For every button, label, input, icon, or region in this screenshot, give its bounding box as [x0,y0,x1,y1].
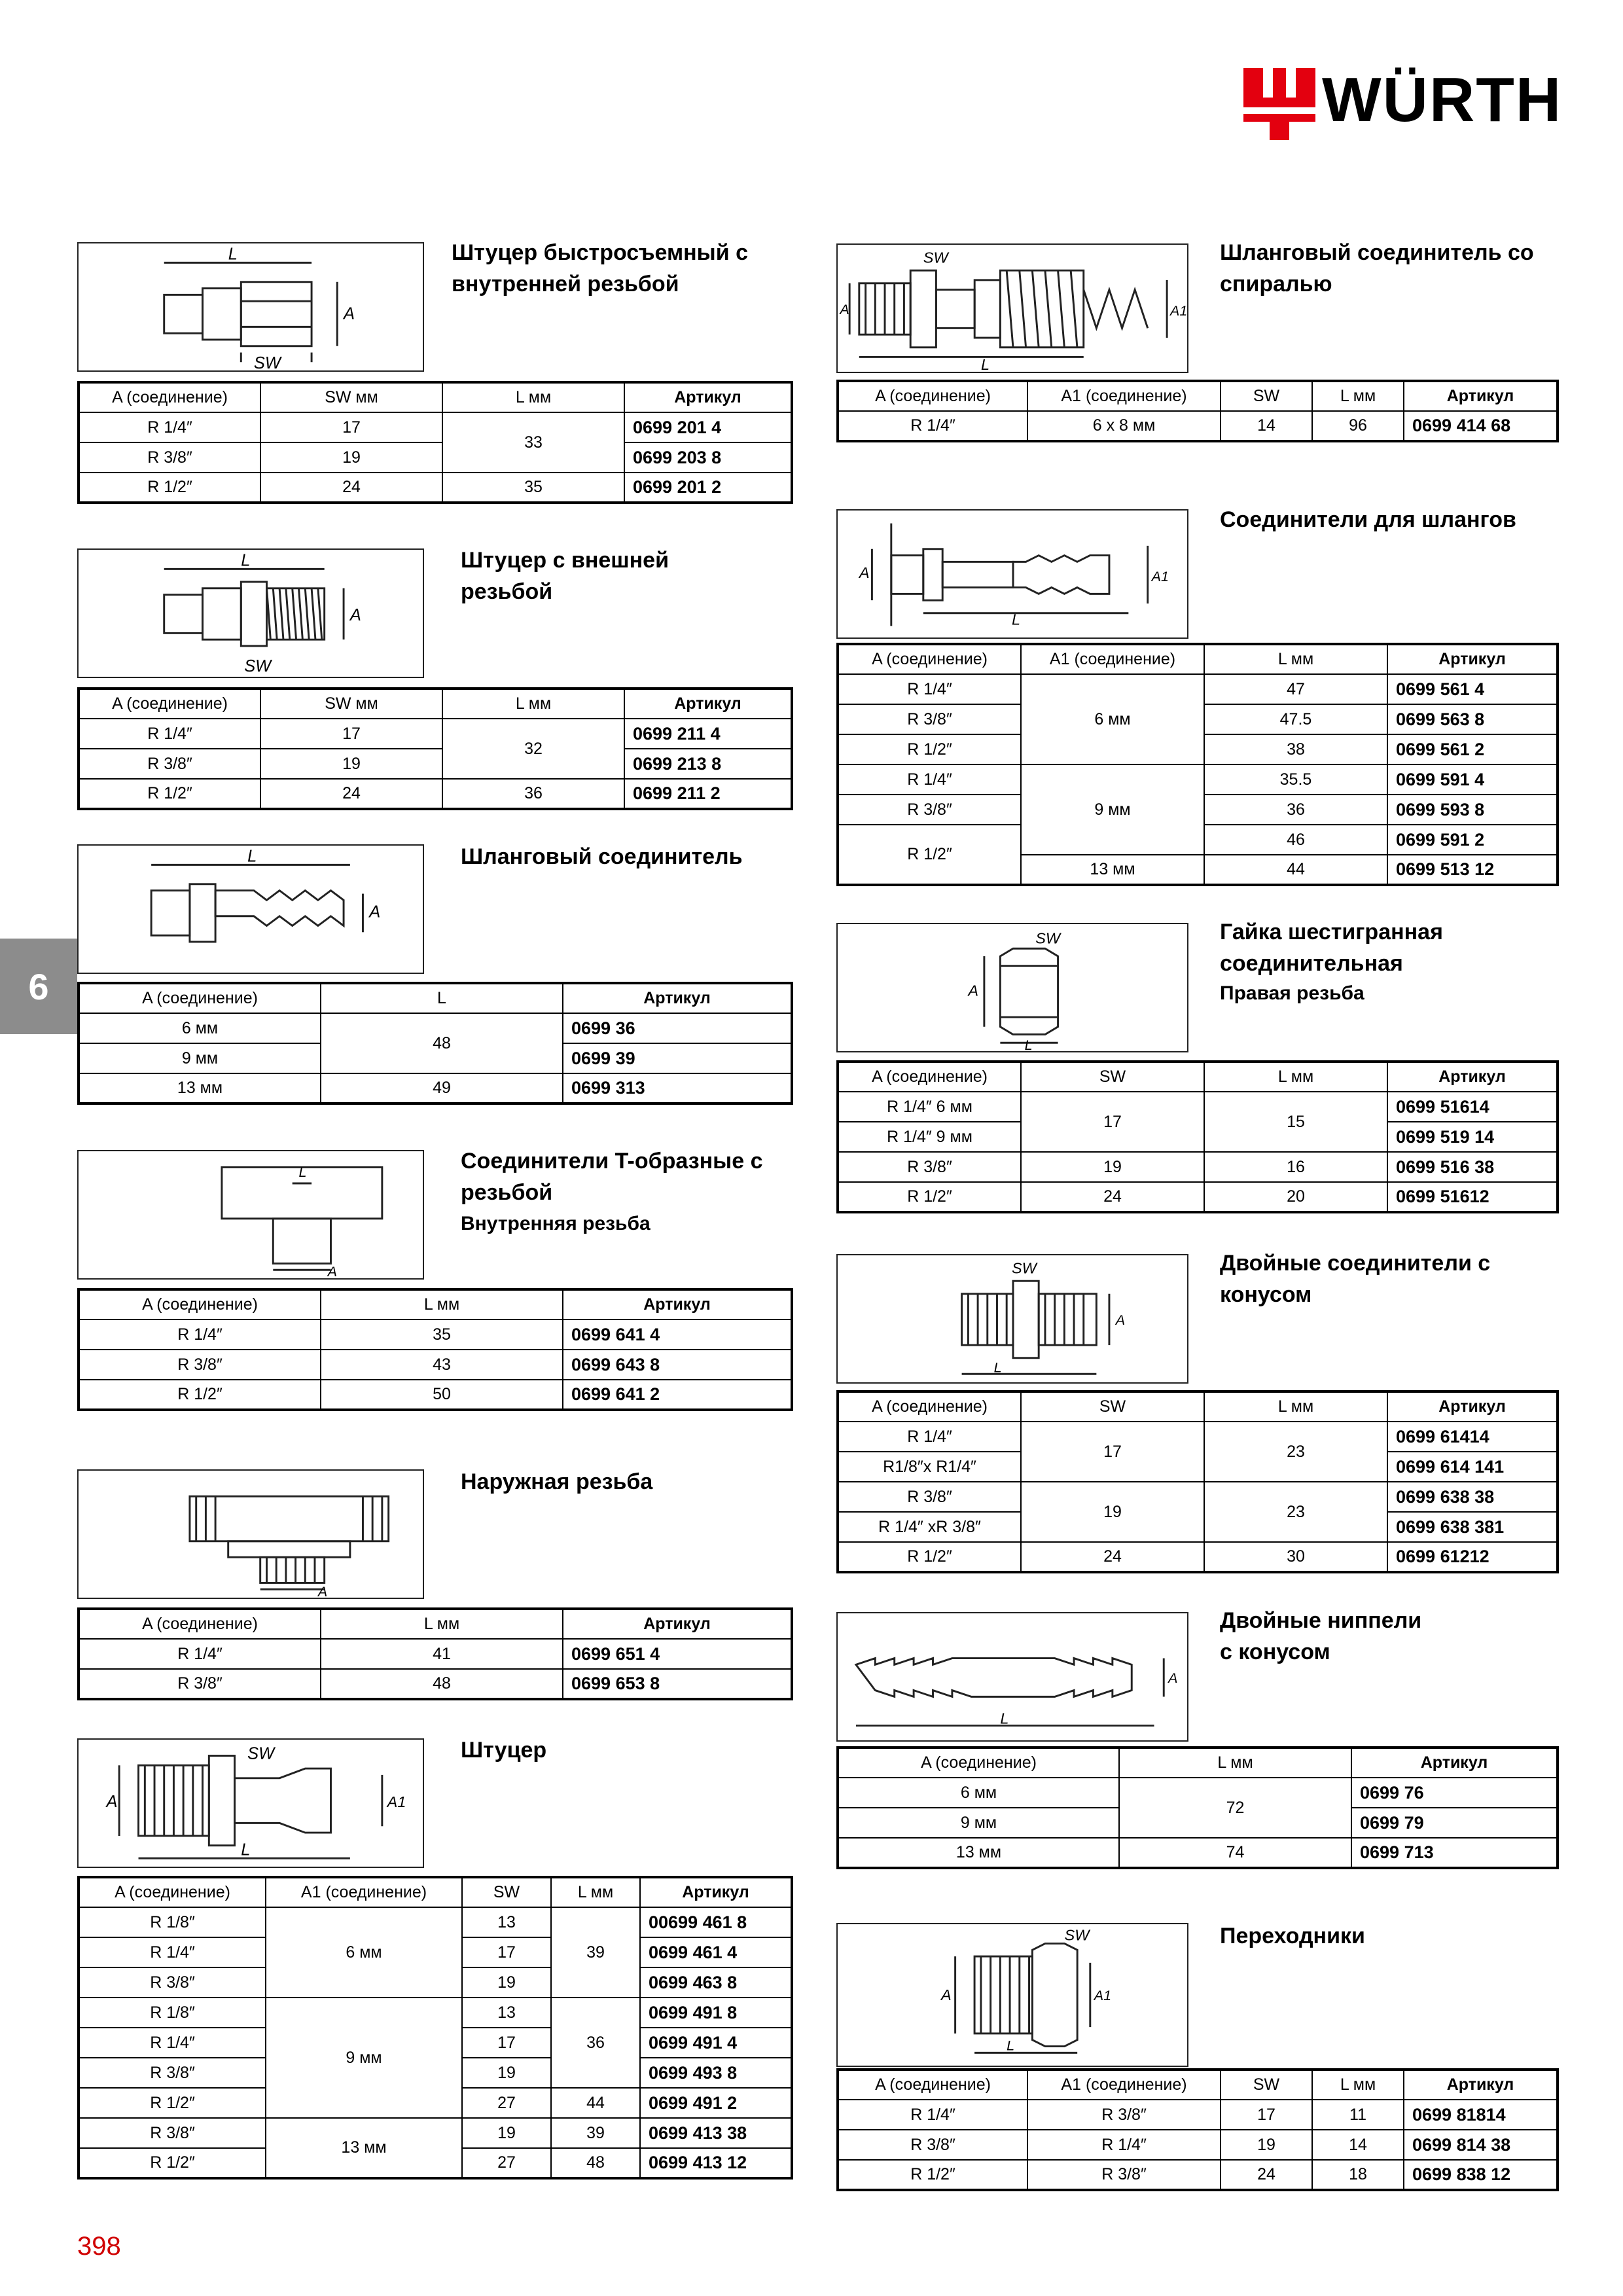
svg-text:A: A [327,1263,337,1278]
col-header: L мм [321,1609,563,1639]
svg-text:SW: SW [1035,929,1061,947]
svg-text:L: L [1024,1037,1033,1051]
col-header: A (соединение) [838,2070,1027,2100]
table-row: R 1/2″ R 3/8″ 24 18 0699 838 12 [838,2160,1558,2190]
svg-text:L: L [298,1164,307,1181]
page-number: 398 [77,2232,121,2261]
table-row: R 3/8″ 43 0699 643 8 [79,1350,792,1380]
table-row: R 1/4″ 6 мм 17 15 0699 51614 [838,1092,1558,1122]
svg-text:A1: A1 [1170,302,1187,319]
svg-text:A: A [941,1986,952,2003]
figure-tee-female [77,1150,424,1280]
col-header: L мм [551,1877,640,1907]
double-nipple-drawing-icon [838,1613,1187,1740]
coupler-drawing-icon [79,243,423,370]
col-header: L мм [1312,2070,1404,2100]
col-header: L мм [321,1289,563,1319]
svg-text:SW: SW [244,657,272,676]
table-row: R 1/2″ 24 36 0699 211 2 [79,779,792,809]
spec-table [77,1607,793,1700]
title-line: с конусом [1220,1640,1330,1664]
col-header: L мм [442,382,624,412]
col-header: A (соединение) [838,381,1027,411]
spec-table [836,380,1559,442]
spiral-coupler-drawing-icon [838,245,1187,372]
col-header: A (соединение) [79,689,260,719]
svg-text:L: L [247,847,257,866]
col-header: L мм [1204,1391,1387,1422]
table-row: R 1/2″ 24 35 0699 201 2 [79,473,792,503]
col-header: SW мм [260,689,442,719]
col-header: A (соединение) [79,983,321,1013]
product-title [461,545,669,607]
svg-text:A1: A1 [1151,567,1169,584]
col-header: Артикул [624,382,792,412]
col-header: A (соединение) [838,1748,1119,1778]
figure-spiral-hose-coupler [836,243,1188,373]
col-header: Артикул [624,689,792,719]
table-row: R 1/4″ 9 мм 0699 519 14 [838,1122,1558,1152]
table-row: 13 мм 74 0699 713 [838,1838,1558,1868]
col-header: A1 (соединение) [1021,644,1204,674]
title-line: резьбой [461,579,553,604]
col-header: A (соединение) [838,644,1021,674]
svg-text:A1: A1 [1094,1986,1112,2003]
product-title [1220,1920,1365,1952]
table-row: R 1/4″ 9 мм 35.5 0699 591 4 [838,764,1558,795]
table-row: 6 мм 48 0699 36 [79,1013,792,1043]
svg-text:L: L [1000,1710,1009,1727]
product-title [461,1734,546,1766]
col-header: SW [1021,1062,1204,1092]
svg-text:L: L [1012,611,1021,628]
wurth-logo-icon [1243,68,1315,140]
col-header: Артикул [640,1877,792,1907]
table-row: R 1/4″ 17 33 0699 201 4 [79,412,792,442]
title-line: Переходники [1220,1924,1365,1948]
col-header: A (соединение) [79,1609,321,1639]
col-header: L [321,983,563,1013]
brand-logo [1243,65,1564,144]
svg-text:SW: SW [247,1744,275,1763]
svg-text:A: A [317,1583,328,1598]
table-row: R 1/4″ 35 0699 641 4 [79,1319,792,1350]
table-row: R 1/4″ R 3/8″ 17 11 0699 81814 [838,2100,1558,2130]
svg-text:A: A [859,564,870,581]
spec-table [77,381,793,504]
product-title [452,237,748,300]
table-row: R 3/8″ 36 0699 593 8 [838,795,1558,825]
col-header: Артикул [563,983,792,1013]
col-header: A (соединение) [838,1391,1021,1422]
table-row: R 1/4″ 17 32 0699 211 4 [79,719,792,749]
col-header: A1 (соединение) [1027,381,1221,411]
svg-text:A: A [1168,1669,1178,1686]
product-title [1220,237,1534,300]
coupler-drawing-icon [79,846,423,973]
table-row: R 3/8″ 19 0699 493 8 [79,2058,792,2088]
svg-text:A: A [344,304,355,323]
svg-text:SW: SW [253,354,281,370]
col-header: A (соединение) [79,1289,321,1319]
svg-text:A: A [106,1792,118,1811]
table-row: R 3/8″ 19 16 0699 516 38 [838,1152,1558,1182]
product-title [1220,1247,1490,1310]
title-line: конусом [1220,1282,1312,1307]
table-row: 9 мм 0699 79 [838,1808,1558,1838]
double-connector-drawing-icon [838,1255,1187,1382]
table-row: 13 мм 44 0699 513 12 [838,855,1558,885]
col-header: Артикул [1404,381,1558,411]
table-row: R 3/8″ 13 мм 19 39 0699 413 38 [79,2118,792,2148]
hose-connector-drawing-icon [838,511,1187,637]
figure-double-connector [836,1254,1188,1384]
spec-table [836,1060,1559,1213]
table-row: R 1/4″ 17 0699 461 4 [79,1937,792,1967]
col-header: SW мм [260,382,442,412]
svg-text:L: L [980,356,990,372]
table-row: R 3/8″ R 1/4″ 19 14 0699 814 38 [838,2130,1558,2160]
col-header: Артикул [563,1289,792,1319]
col-header: Артикул [1387,1391,1558,1422]
title-line: резьбой [461,1180,553,1205]
col-header: SW [1021,1391,1204,1422]
col-header: A1 (соединение) [1027,2070,1221,2100]
col-header: Артикул [1351,1748,1558,1778]
title-line: Двойные ниппели [1220,1608,1422,1633]
svg-text:SW: SW [1012,1259,1037,1277]
figure-hex-nut [836,923,1188,1052]
table-row: 6 мм 72 0699 76 [838,1778,1558,1808]
spec-table [836,1746,1559,1869]
spec-table [77,1288,793,1411]
col-header: Артикул [563,1609,792,1639]
col-header: L мм [1119,1748,1351,1778]
col-header: L мм [1312,381,1404,411]
figure-double-nipple [836,1612,1188,1742]
table-row: R 1/2″ 50 0699 641 2 [79,1380,792,1410]
table-row: R 1/4″ 17 23 0699 61414 [838,1422,1558,1452]
coupler-drawing-icon [79,550,423,677]
table-row: R 3/8″ 19 23 0699 638 38 [838,1482,1558,1512]
tee-drawing-icon [79,1471,423,1598]
table-row: R 1/2″ 24 20 0699 51612 [838,1182,1558,1212]
svg-text:A: A [840,300,849,317]
spec-table [836,1390,1559,1573]
table-row: R 1/4″ 6 мм 47 0699 561 4 [838,674,1558,704]
title-line: Двойные соединители с [1220,1251,1491,1276]
table-row: R 1/2″ 27 48 0699 413 12 [79,2148,792,2178]
table-row: R 1/2″ 38 0699 561 2 [838,734,1558,764]
svg-text:L: L [241,1840,251,1859]
table-row: R 1/8″ 9 мм 13 36 0699 491 8 [79,1998,792,2028]
table-row: R 3/8″ 48 0699 653 8 [79,1669,792,1699]
product-title [461,1466,652,1498]
title-line: Наружная резьба [461,1469,653,1494]
title-line: Штуцер быстросъемный с [452,240,748,265]
table-row: R 3/8″ 19 0699 203 8 [79,442,792,473]
col-header: L мм [1204,1062,1387,1092]
figure-quick-coupler-female [77,242,424,372]
table-row: R1/8″x R1/4″ 0699 614 141 [838,1452,1558,1482]
figure-nipple [77,1738,424,1868]
title-line: Соединители для шлангов [1220,507,1516,532]
col-header: Артикул [1387,1062,1558,1092]
title-line: Штуцер с внешней [461,548,669,573]
table-row: R 1/4″ xR 3/8″ 0699 638 381 [838,1512,1558,1542]
col-header: L мм [1204,644,1387,674]
svg-text:A: A [369,903,381,922]
table-row: R 3/8″ 47.5 0699 563 8 [838,704,1558,734]
product-title [1220,916,1443,979]
svg-text:A1: A1 [387,1793,406,1810]
title-line: Штуцер [461,1738,547,1763]
table-row: R 1/2″ 46 0699 591 2 [838,825,1558,855]
spec-table [77,1876,793,2179]
nipple-drawing-icon [79,1740,423,1867]
svg-text:A: A [349,605,361,624]
svg-text:L: L [993,1359,1002,1376]
adapter-drawing-icon [838,1924,1187,2066]
table-row: R 1/8″ 6 мм 13 39 00699 461 8 [79,1907,792,1937]
product-title [461,841,743,872]
figure-hose-connector [836,509,1188,639]
col-header: Артикул [1404,2070,1558,2100]
spec-table [77,982,793,1105]
title-line: Шланговый соединитель со [1220,240,1534,265]
svg-text:A: A [968,982,979,999]
svg-text:L: L [228,245,238,264]
title-line: Соединители T-образные с [461,1149,763,1174]
table-row: R 1/4″ 41 0699 651 4 [79,1639,792,1669]
col-header: L мм [442,689,624,719]
table-row: 13 мм 49 0699 313 [79,1073,792,1103]
table-row: R 3/8″ 19 0699 463 8 [79,1967,792,1998]
table-row: R 1/2″ 27 44 0699 491 2 [79,2088,792,2118]
table-row: R 1/2″ 24 30 0699 61212 [838,1542,1558,1572]
spec-table [77,687,793,810]
section-tab: 6 [0,939,77,1034]
figure-hose-coupler [77,844,424,974]
title-line: соединительная [1220,951,1403,976]
title-line: внутренней резьбой [452,272,679,296]
spec-table [836,643,1559,886]
svg-text:SW: SW [1064,1926,1090,1944]
table-row: 9 мм 0699 39 [79,1043,792,1073]
figure-adapter [836,1923,1188,2067]
spec-table [836,2068,1559,2191]
col-header: Артикул [1387,644,1558,674]
table-row: R 3/8″ 19 0699 213 8 [79,749,792,779]
figure-male-thread-coupler [77,548,424,678]
col-header: SW [1221,381,1312,411]
svg-text:A: A [1115,1311,1126,1328]
product-title [1220,504,1516,535]
table-row: R 1/4″ 17 0699 491 4 [79,2028,792,2058]
col-header: A (соединение) [79,1877,266,1907]
title-line: спиралью [1220,272,1332,296]
tee-drawing-icon [79,1151,423,1278]
svg-text:L: L [241,551,251,570]
product-title [1220,1605,1421,1668]
svg-text:SW: SW [923,249,948,266]
svg-text:L: L [1007,2037,1015,2054]
product-title [461,1145,762,1208]
table-row: R 1/4″ 6 x 8 мм 14 96 0699 414 68 [838,411,1558,441]
product-subtitle: Правая резьба [1220,982,1364,1004]
col-header: A (соединение) [79,382,260,412]
product-subtitle: Внутренняя резьба [461,1213,651,1234]
figure-tee-male [77,1469,424,1599]
title-line: Гайка шестигранная [1220,920,1443,944]
brand-name: WÜRTH [1322,65,1563,135]
col-header: A1 (соединение) [266,1877,462,1907]
col-header: SW [462,1877,551,1907]
title-line: Шланговый соединитель [461,844,743,869]
col-header: A (соединение) [838,1062,1021,1092]
col-header: SW [1221,2070,1312,2100]
hex-nut-drawing-icon [838,924,1187,1051]
